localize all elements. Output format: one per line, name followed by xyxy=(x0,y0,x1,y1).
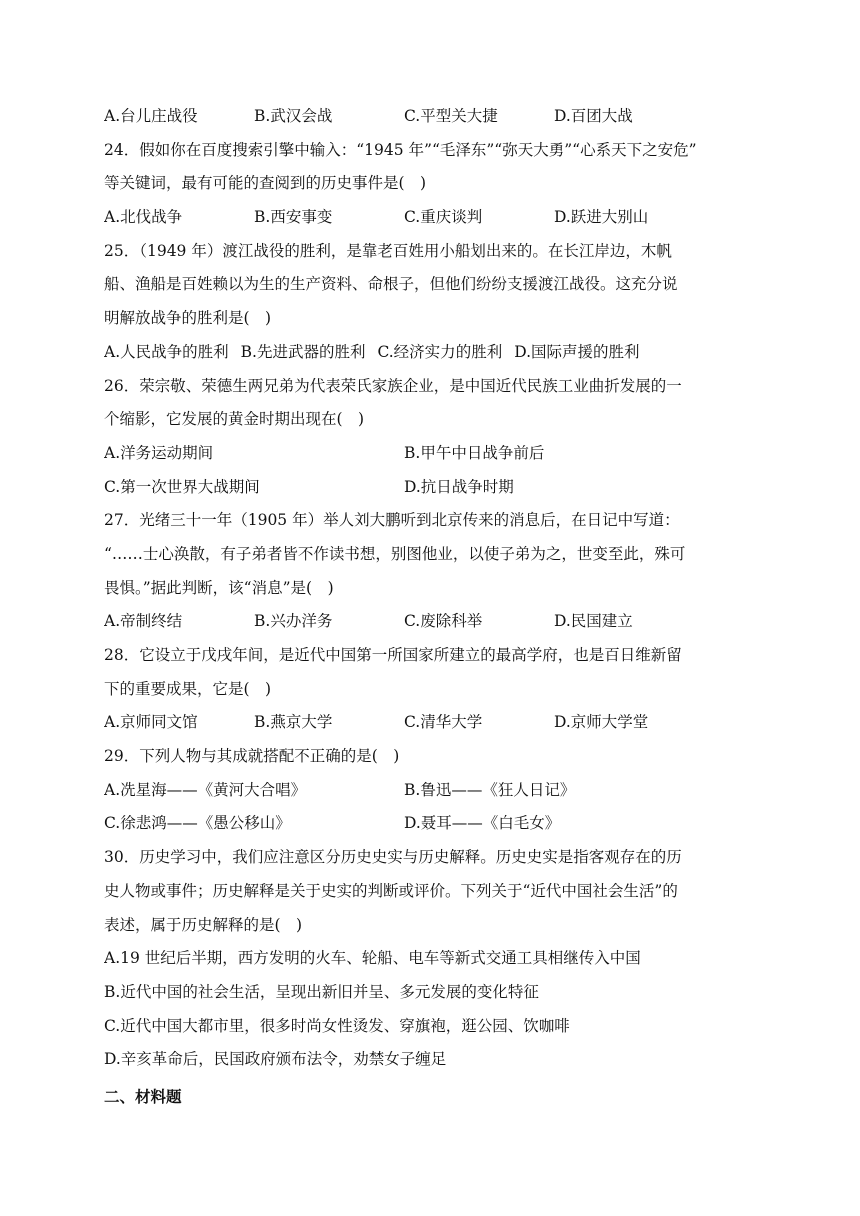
q23-options xyxy=(104,100,756,134)
q26-options-row-2 xyxy=(104,471,756,505)
q30-option-b: B.近代中国的社会生活，呈现出新旧并呈、多元发展的变化特征 xyxy=(104,982,539,1001)
q25-option-b: B.先进武器的胜利 xyxy=(240,342,366,361)
q28-options xyxy=(104,706,756,740)
question-26 xyxy=(104,370,756,505)
question-29 xyxy=(104,740,756,841)
q26-option-b: B.甲午中日战争前后 xyxy=(404,443,545,462)
q26-options-row-1 xyxy=(104,437,756,471)
q30-option-a: A.19 世纪后半期，西方发明的火车、轮船、电车等新式交通工具相继传入中国 xyxy=(104,949,641,968)
q26-stem-line-1: 26．荣宗敬、荣德生两兄弟为代表荣氏家族企业，是中国近代民族工业曲折发展的一 xyxy=(104,376,682,395)
q26-stem-line-2: 个缩影，它发展的黄金时期出现在( ) xyxy=(104,410,365,429)
question-24 xyxy=(104,134,756,235)
question-25 xyxy=(104,235,756,370)
q27-stem-line-2: “……士心涣散，有子弟者皆不作读书想，别图他业，以使子弟为之，世变至此，殊可 xyxy=(104,544,686,563)
q27-option-d: D.民国建立 xyxy=(554,612,633,631)
q27-stem-line-3: 畏惧。”据此判断，该“消息”是( ) xyxy=(104,578,334,597)
q24-stem-line-1: 24．假如你在百度搜索引擎中输入：“1945 年”“毛泽东”“弥天大勇”“心系天下之安危” xyxy=(104,140,697,159)
q25-option-c: C.经济实力的胜利 xyxy=(377,342,503,361)
q25-stem-line-2: 船、渔船是百姓赖以为生的生产资料、命根子，但他们纷纷支援渡江战役。这充分说 xyxy=(104,275,678,294)
section-title: 二、材料题 xyxy=(104,1087,182,1106)
q25-stem-line-3: 明解放战争的胜利是( ) xyxy=(104,309,272,328)
q28-option-c: C.清华大学 xyxy=(404,713,483,732)
q25-stem-line-1: 25．（1949 年）渡江战役的胜利，是靠老百姓用小船划出来的。在长江岸边，木帆 xyxy=(104,241,672,260)
q25-option-d: D.国际声援的胜利 xyxy=(514,342,640,361)
q28-option-d: D.京师大学堂 xyxy=(554,713,649,732)
q24-options xyxy=(104,201,756,235)
q24-option-a: A.北伐战争 xyxy=(104,208,183,227)
q28-option-b: B.燕京大学 xyxy=(254,713,333,732)
q28-stem-line-1: 28．它设立于戊戌年间，是近代中国第一所国家所建立的最高学府，也是百日维新留 xyxy=(104,646,682,664)
q30-stem-line-1: 30．历史学习中，我们应注意区分历史史实与历史解释。历史史实是指客观存在的历 xyxy=(104,848,682,867)
q29-option-a: A.冼星海——《黄河大合唱》 xyxy=(104,780,307,799)
q25-option-a: A.人民战争的胜利 xyxy=(104,342,229,361)
q24-stem-line-2: 等关键词，最有可能的查阅到的历史事件是( ) xyxy=(104,174,427,193)
q27-option-c: C.废除科举 xyxy=(404,612,483,631)
q30-stem-line-3: 表述，属于历史解释的是( ) xyxy=(104,915,303,934)
question-27 xyxy=(104,504,756,639)
q26-option-a: A.洋务运动期间 xyxy=(104,443,214,462)
exam-page xyxy=(104,100,756,1115)
q26-option-d: D.抗日战争时期 xyxy=(404,477,514,496)
q29-option-c: C.徐悲鸿——《愚公移山》 xyxy=(104,814,291,833)
q29-option-d: D.聂耳——《白毛女》 xyxy=(404,814,561,833)
q24-option-d: D.跃进大别山 xyxy=(554,208,649,227)
q30-option-d: D.辛亥革命后，民国政府颁布法令，劝禁女子缠足 xyxy=(104,1050,447,1069)
question-30 xyxy=(104,841,756,1077)
q30-stem-line-2: 史人物或事件；历史解释是关于史实的判断或评价。下列关于“近代中国社会生活”的 xyxy=(104,881,678,900)
q23-option-c: C.平型关大捷 xyxy=(404,107,498,125)
q26-option-c: C.第一次世界大战期间 xyxy=(104,477,260,496)
q29-option-b: B.鲁迅——《狂人日记》 xyxy=(404,780,576,799)
q29-stem-line-1: 29．下列人物与其成就搭配不正确的是( ) xyxy=(104,747,400,766)
q27-option-a: A.帝制终结 xyxy=(104,612,183,631)
q29-options-row-1 xyxy=(104,774,756,808)
q23-option-b: B.武汉会战 xyxy=(254,107,333,125)
q27-option-b: B.兴办洋务 xyxy=(254,612,333,631)
q29-options-row-2 xyxy=(104,807,756,841)
q24-option-c: C.重庆谈判 xyxy=(404,208,483,227)
q23-option-a: A.台儿庄战役 xyxy=(104,107,198,125)
q23-option-d: D.百团大战 xyxy=(554,107,633,125)
q30-option-c: C.近代中国大都市里，很多时尚女性烫发、穿旗袍，逛公园、饮咖啡 xyxy=(104,1016,570,1035)
question-28 xyxy=(104,639,756,740)
q28-stem-line-2: 下的重要成果，它是( ) xyxy=(104,679,272,698)
q28-option-a: A.京师同文馆 xyxy=(104,713,198,732)
q25-options xyxy=(104,336,756,370)
q27-stem-line-1: 27．光绪三十一年（1905 年）举人刘大鹏听到北京传来的消息后，在日记中写道： xyxy=(104,511,680,530)
q24-option-b: B.西安事变 xyxy=(254,208,333,227)
q27-options xyxy=(104,605,756,639)
